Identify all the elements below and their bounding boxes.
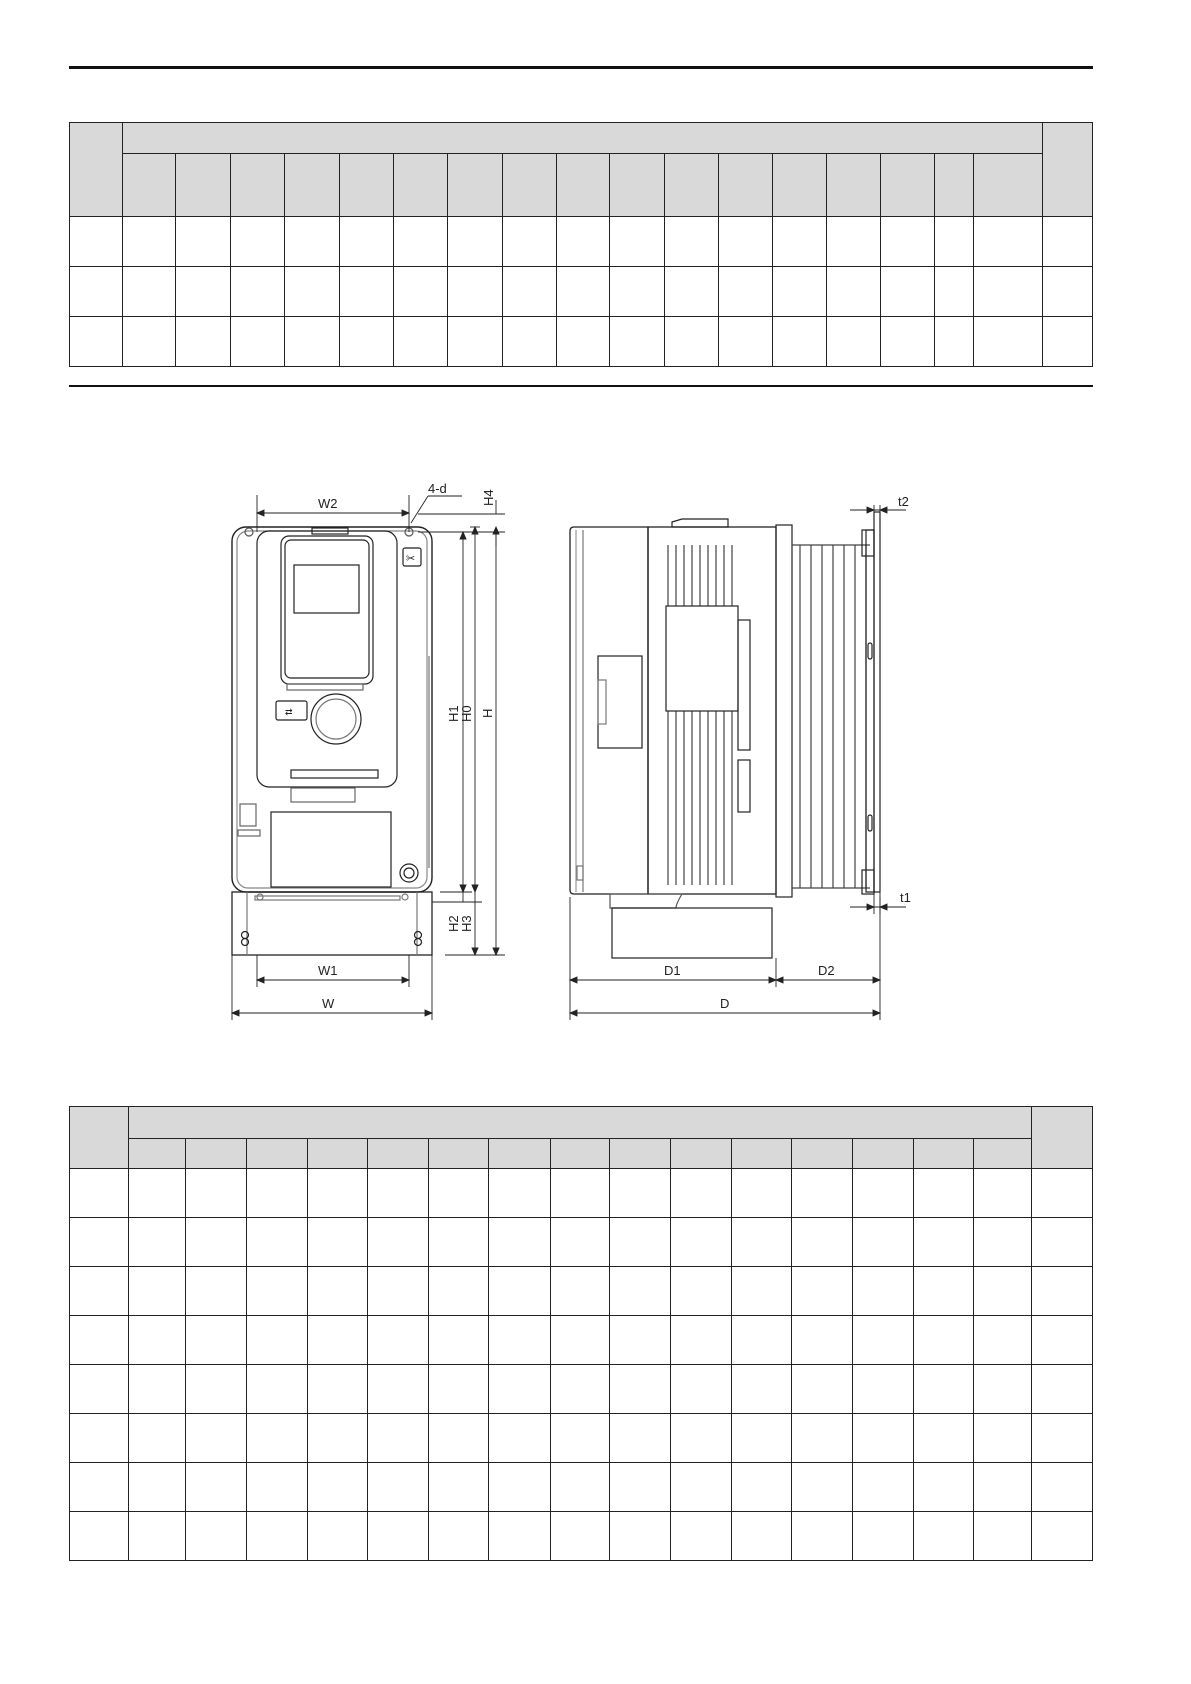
label-h2: H2 (446, 915, 461, 932)
label-t2: t2 (898, 494, 909, 509)
front-view (232, 527, 432, 955)
dimension-table-bottom (69, 1106, 1093, 1561)
column-header (853, 1139, 914, 1169)
column-header (665, 154, 719, 217)
label-t1: t1 (900, 890, 911, 905)
model-header-cell (70, 1107, 129, 1169)
column-header (503, 154, 557, 217)
column-header (285, 154, 340, 217)
column-header (128, 1139, 186, 1169)
column-header (773, 154, 827, 217)
model-header-cell (70, 123, 123, 217)
column-header (557, 154, 610, 217)
column-header (247, 1139, 308, 1169)
label-w1: W1 (318, 963, 338, 978)
svg-text:⇄: ⇄ (285, 707, 293, 717)
table-row (70, 1267, 1093, 1316)
table-row (70, 1316, 1093, 1365)
label-w2: W2 (318, 496, 338, 511)
column-header (307, 1139, 368, 1169)
header-rule (69, 66, 1093, 69)
table-row (70, 267, 1093, 317)
table-row (70, 1365, 1093, 1414)
column-header (429, 1139, 489, 1169)
column-header (935, 154, 974, 217)
column-header (670, 1139, 731, 1169)
label-d1: D1 (664, 963, 681, 978)
table-row (70, 1169, 1093, 1218)
column-header (792, 1139, 853, 1169)
label-h0: H0 (459, 705, 474, 722)
column-header (610, 1139, 671, 1169)
column-header (974, 1139, 1032, 1169)
column-header (186, 1139, 247, 1169)
label-h: H (480, 708, 495, 718)
table-row (70, 217, 1093, 267)
column-header (550, 1139, 610, 1169)
table-row (70, 1512, 1093, 1561)
dimensions-group-header (123, 123, 1043, 154)
weight-header-cell (1043, 123, 1093, 217)
label-d2: D2 (818, 963, 835, 978)
dimension-drawing (210, 475, 930, 1035)
label-4-d: 4-d (428, 481, 447, 496)
column-header (913, 1139, 974, 1169)
column-header (488, 1139, 550, 1169)
column-header (340, 154, 394, 217)
side-view (570, 512, 880, 958)
table-row (70, 317, 1093, 367)
table-row (70, 1414, 1093, 1463)
column-header (827, 154, 881, 217)
column-header (231, 154, 285, 217)
dimensions-group-header (128, 1107, 1032, 1139)
column-header (610, 154, 665, 217)
column-header (719, 154, 773, 217)
column-header (368, 1139, 429, 1169)
label-h1: H1 (446, 705, 461, 722)
column-header (881, 154, 935, 217)
weight-header-cell (1032, 1107, 1093, 1169)
section-rule (69, 385, 1093, 387)
svg-text:✂: ✂ (406, 553, 416, 565)
column-header (394, 154, 448, 217)
label-h4: H4 (481, 489, 496, 506)
column-header (448, 154, 503, 217)
label-w: W (322, 996, 335, 1011)
column-header (974, 154, 1043, 217)
dimension-table-top (69, 122, 1093, 367)
label-h3: H3 (459, 915, 474, 932)
table-row (70, 1463, 1093, 1512)
label-d: D (720, 996, 730, 1011)
table-row (70, 1218, 1093, 1267)
column-header (731, 1139, 792, 1169)
column-header (176, 154, 231, 217)
column-header (123, 154, 176, 217)
